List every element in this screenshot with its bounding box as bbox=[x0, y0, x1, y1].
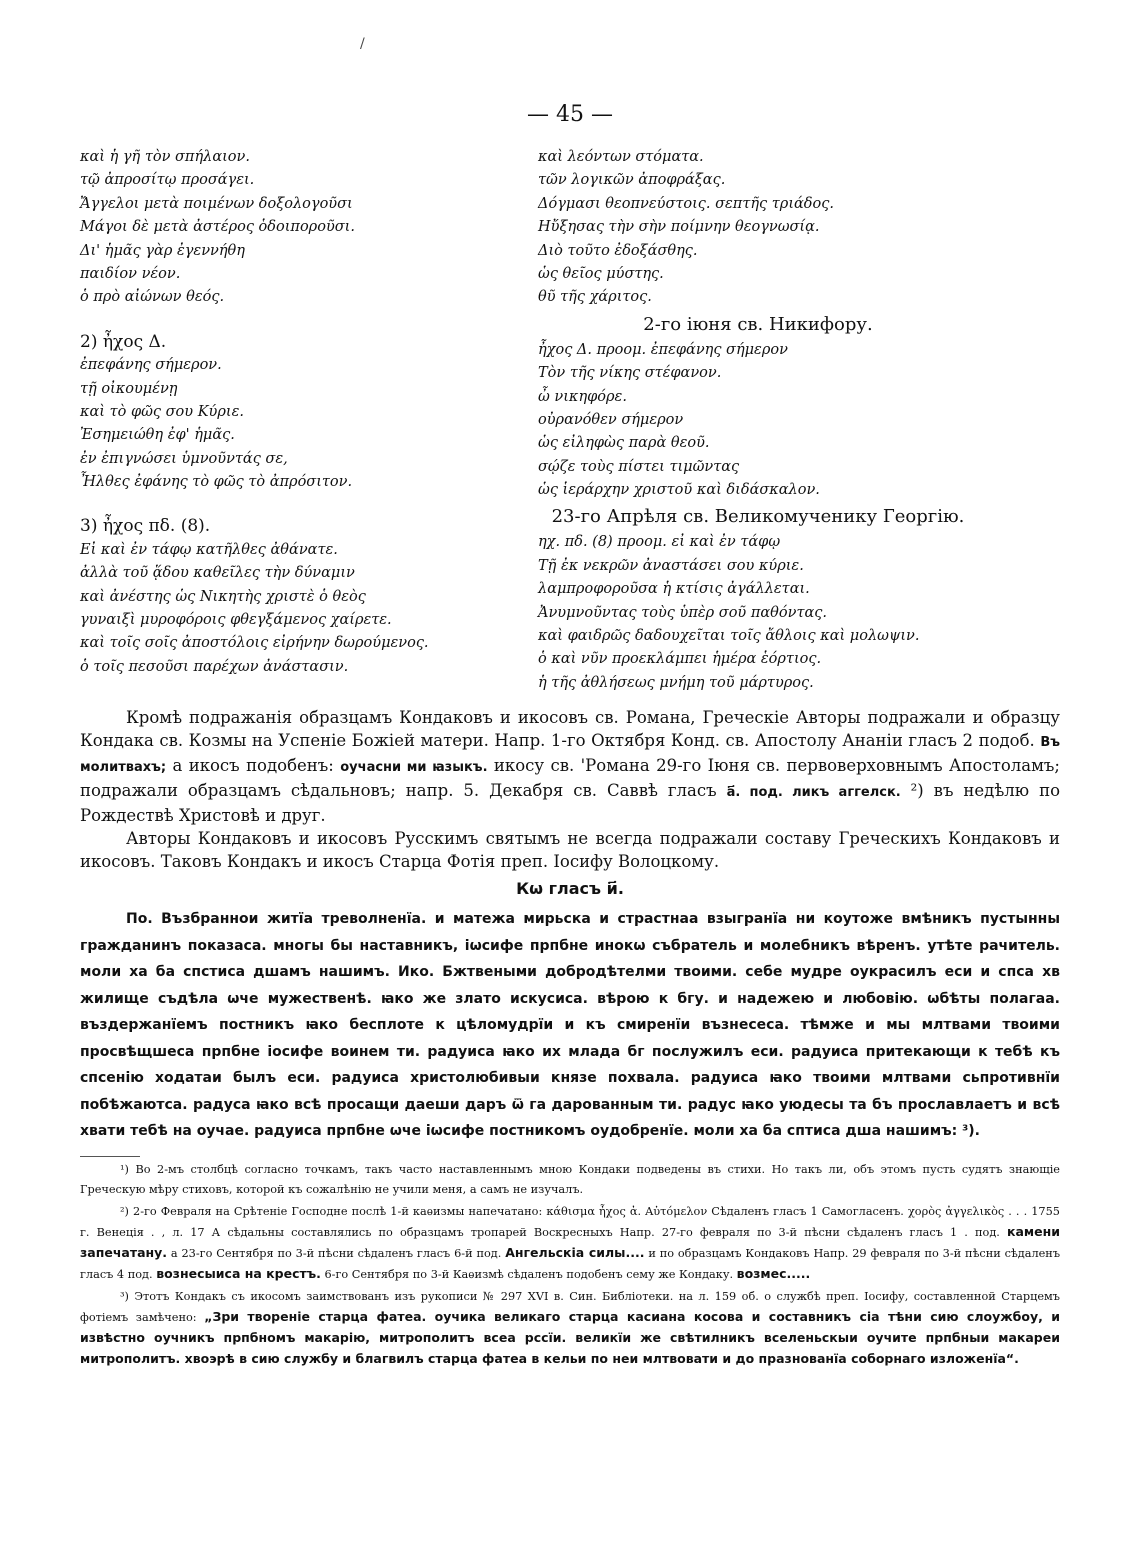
verse-line: Μάγοι δὲ μετὰ ἀστέρος ὁδοιποροῦσι. bbox=[80, 219, 355, 236]
text-run: икосу св. 'Романа 29-го Іюня св. первоверховнымъ Апостоламъ; подражали образцамъ сѣдальновъ; напр. 5. Декабря св. Саввѣ гласъ bbox=[80, 756, 1060, 800]
text-run: а икосъ подобенъ: bbox=[172, 756, 334, 775]
right-block-3 bbox=[538, 531, 978, 695]
slavonic-run: камени запечатану. bbox=[80, 1224, 1060, 1260]
verse-line: οὐρανόθεν σήμερον bbox=[538, 411, 684, 428]
left-block-3 bbox=[80, 515, 520, 679]
slavonic-run: а҃. под. ликъ аггелск. bbox=[726, 785, 901, 800]
right-greek-column bbox=[538, 146, 978, 695]
verse-line: Δι' ἡμᾶς γὰρ ἐγεννήθη bbox=[80, 242, 245, 259]
text-run: Кромѣ подражанія образцамъ Кондаковъ и икосовъ св. Романа, Греческіе Авторы подражали и образцу Кондака св. Козмы на Успеніе Божіей матери. Напр. 1-го Октября Конд. св. Апостолу Ананіи гласъ 2 подоб. bbox=[80, 708, 1060, 750]
verse-line: καὶ φαιδρῶς δαδουχεῖται τοῖς ἄθλοις καὶ μολωψιν. bbox=[538, 628, 920, 645]
verse-line: Ἄγγελοι μετὰ ποιμένων δοξολογοῦσι bbox=[80, 195, 353, 212]
text-run: ²) въ недѣлю по Рождествѣ Христовѣ и друг. bbox=[80, 781, 1060, 825]
verse-line: λαμπροφοροῦσα ἡ κτίσις ἀγάλλεται. bbox=[538, 581, 810, 598]
main-body bbox=[80, 706, 1060, 1145]
section-heading-georgiy: 23-го Апрѣля св. Великомученику Георгію. bbox=[551, 506, 965, 528]
stray-mark: / bbox=[360, 36, 365, 52]
left-block-1 bbox=[80, 146, 520, 310]
verse-line: ὁ τοῖς πεσοῦσι παρέχων ἀνάστασιν. bbox=[80, 658, 349, 675]
slavonic-kondak-text: По. Възбраннои житїа треволненїа. и матежа мирьска и страстнаа взыгранїа ни коутоже вмѣникъ пустынны гражданинъ показаса. многы бы наставникъ, іѡсифе прпбне инокѡ събратель и молебникъ вѣренъ. утѣте рачитель. моли ха ба спстиса дшамъ нашимъ. Ико. Бжтвеными добродѣтелми твоими. себе мудре оукрасилъ еси и спса хв жилище съдѣла ѡче мужественѣ. ꙗко же злато искусиса. вѣрою к бгу. и надежею и любовію. ѡбѣты полагаа. въздержанїемъ постникъ ꙗко бесплоте к цѣломудрїи и къ смиренїи възнесеса. тѣмже и мы млтвами твоими просвѣщшеса прпбне іосифе воинем ти. радуиса ꙗко их млада бг послужилъ еси. радуиса притекающи к тебѣ къ спсенію ходатаи былъ еси. радуиса христолюбивыи князе похвала. радуиса ꙗко твоими млтвами сьпротивнїи побѣжаютса. радуса ꙗко всѣ просащи даеши даръ ѿ га дарованным ти. радус ꙗко уюдесы та бъ прославлаетъ и всѣ хвати тебѣ на оучае. радуиса прпбне ѡче іѡсифе постникомъ оудобренїе. моли ха ба сптиса дша нашимъ: ³). bbox=[80, 911, 1060, 1139]
page-number: — 45 — bbox=[527, 102, 613, 127]
verse-line: Ἀνυμνοῦντας τοὺς ὑπὲρ σοῦ παθόντας. bbox=[538, 604, 827, 621]
footnote-divider bbox=[80, 1156, 140, 1157]
footnotes bbox=[80, 1160, 1060, 1372]
verse-line: ὁ καὶ νῦν προεκλάμπει ἡμέρα ἑόρτιος. bbox=[538, 651, 822, 668]
kondak-heading: Кѡ гласъ и҃. bbox=[516, 879, 624, 898]
footnote-2 bbox=[80, 1202, 1060, 1285]
verse-line: τῶν λογικῶν ἀποφράξας. bbox=[538, 172, 726, 189]
left-greek-column bbox=[80, 146, 520, 679]
text-run: и по образцамъ Кондаковъ Напр. 29 февраля по 3-й пѣсни сѣдаленъ гласъ 4 под. bbox=[80, 1247, 1061, 1281]
right-block-2 bbox=[538, 339, 978, 503]
text-run: 6-го Сентября по 3-й Каѳизмѣ сѣдаленъ подобенъ сему же Кондаку. bbox=[324, 1268, 734, 1281]
slavonic-run: „Зри твореніе старца фатеа. оучика великаго старца касиана косова и составникъ сіа тѣни сию слоужбоу, и извѣстно оучникъ прпбномъ макарію, митрополитъ всеа рссїи. великїи же свѣтилникъ вселеньскыи оучите прпбныи макареи митрополитъ. хвоэрѣ в сию службу и благвилъ старца фатеа в кельи по неи млтвовати и до празнованїа соборнаго изложенїа“. bbox=[80, 1309, 1061, 1366]
section-heading-nikifor: 2-го іюня св. Никифору. bbox=[643, 313, 873, 335]
slavonic-run: Ангельскіа силы.... bbox=[505, 1245, 645, 1260]
slavonic-run: оучасни ми ꙗзыкъ. bbox=[340, 760, 488, 775]
verse-line: τῷ ἀπροσίτῳ προσάγει. bbox=[80, 172, 255, 189]
verse-line: καὶ τοῖς σοῖς ἀποστόλοις εἰρήνην δωρούμενος. bbox=[80, 635, 429, 652]
text-run: а 23-го Сентября по 3-й пѣсни сѣдаленъ гласъ 6-й под. bbox=[170, 1247, 502, 1260]
paragraph bbox=[80, 706, 1060, 827]
text-run: ²) 2-го Февраля на Срѣтеніе Господне послѣ 1-й каѳизмы напечатано: κάθισμα ἦχος ἀ. Αὐτόμελον Сѣдаленъ гласъ 1 Самогласенъ. χορὸς ἀγγελικὸς . . . 1755 г. Венеція . , л. 17 А сѣдальны составлялись по образцамъ тропарей Воскресныхъ Напр. 27-го февраля по 3-й пѣсни сѣдаленъ гласъ 1 . под. bbox=[80, 1205, 1060, 1239]
verse-line: ὁ πρὸ αἰώνων θεός. bbox=[80, 289, 225, 306]
block-heading: 3) ἦχος πδ. (8). bbox=[80, 516, 211, 537]
verse-line: τῇ οἰκουμένῃ bbox=[80, 380, 178, 397]
verse-line: σῴζε τοὺς πίστει τιμῶντας bbox=[538, 458, 740, 475]
verse-line: καὶ λεόντων στόματα. bbox=[538, 149, 704, 165]
verse-line: Διὸ τοῦτο ἐδοξάσθης. bbox=[538, 242, 698, 259]
verse-line: Ηὔξησας τὴν σὴν ποίμνην θεογνωσίᾳ. bbox=[538, 219, 820, 236]
verse-line: Τῇ ἐκ νεκρῶν ἀναστάσει σου κύριε. bbox=[538, 557, 804, 574]
verse-line: Ἐσημειώθη ἐφ' ἡμᾶς. bbox=[80, 427, 235, 444]
footnote-1: ¹) Во 2-мъ столбцѣ согласно точкамъ, такъ часто наставленнымъ мною Кондаки подведены въ стихи. Но такъ ли, объ этомъ пусть судятъ знающіе Греческую мѣру стиховъ, которой къ сожалѣнію не учили меня, а самъ не изучалъ. bbox=[80, 1163, 1060, 1196]
verse-line: ὡς ἱεράρχην χριστοῦ καὶ διδάσκαλον. bbox=[538, 482, 820, 499]
verse-line: Ἦλθες ἐφάνης τὸ φῶς τὸ ἀπρόσιτον. bbox=[80, 474, 353, 491]
verse-line: ηχ. πδ. (8) προομ. εἰ καὶ ἐν τάφῳ bbox=[538, 534, 781, 551]
verse-line: Δόγμασι θεοπνεύστοις. σεπτῆς τριάδος. bbox=[538, 195, 834, 212]
verse-line: ὦ νικηφόρε. bbox=[538, 388, 627, 405]
verse-line: καὶ ἀνέστης ὡς Νικητὴς χριστὲ ὁ θεὸς bbox=[80, 588, 366, 605]
verse-line: ἐν ἐπιγνώσει ὑμνοῦντάς σε, bbox=[80, 450, 288, 467]
verse-line: Τὸν τῆς νίκης στέφανον. bbox=[538, 365, 722, 382]
verse-line: καὶ ἡ γῆ τὸν σπήλαιον. bbox=[80, 149, 250, 165]
verse-line: ὡς εἰληφὼς παρὰ θεοῦ. bbox=[538, 435, 710, 452]
verse-line: Εἰ καὶ ἐν τάφῳ κατῆλθες ἀθάνατε. bbox=[80, 541, 338, 558]
left-block-2 bbox=[80, 331, 520, 495]
verse-line: ἦχος Δ. προομ. ἐπεφάνης σήμερον bbox=[538, 341, 788, 358]
slavonic-run: возмес..... bbox=[736, 1266, 811, 1281]
block-heading: 2) ἦχος Δ. bbox=[80, 331, 167, 352]
verse-line: παιδίον νέον. bbox=[80, 265, 181, 282]
verse-line: ἀλλὰ τοῦ ᾅδου καθεῖλες τὴν δύναμιν bbox=[80, 565, 355, 582]
verse-line: γυναιξὶ μυροφόροις φθεγξάμενος χαίρετε. bbox=[80, 612, 392, 629]
paragraph: Авторы Кондаковъ и икосовъ Русскимъ святымъ не всегда подражали составу Греческихъ Кондаковъ и икосовъ. Таковъ Кондакъ и икосъ Старца Фотія преп. Іосифу Волоцкому. bbox=[80, 829, 1060, 871]
slavonic-run: Въ молитвахъ; bbox=[80, 735, 1060, 775]
verse-line: ὡς θεῖος μύστης. bbox=[538, 265, 664, 282]
slavonic-run: вознесыиса на крестъ. bbox=[156, 1266, 321, 1281]
verse-line: ἐπεφάνης σήμερον. bbox=[80, 357, 222, 374]
right-block-1 bbox=[538, 146, 978, 310]
verse-line: θῦ τῆς χάριτος. bbox=[538, 289, 652, 306]
footnote-3 bbox=[80, 1287, 1060, 1370]
verse-line: καὶ τὸ φῶς σου Κύριε. bbox=[80, 403, 244, 420]
text-run: ³) Этотъ Кондакъ съ икосомъ заимствованъ изъ рукописи № 297 XVI в. Син. Библіотеки. на л. 159 об. о службѣ преп. Іосифу, составленной Старцемъ фотіемъ замѣчено: bbox=[80, 1290, 1060, 1324]
verse-line: ἡ τῆς ἀθλήσεως μνήμη τοῦ μάρτυρος. bbox=[538, 674, 814, 691]
